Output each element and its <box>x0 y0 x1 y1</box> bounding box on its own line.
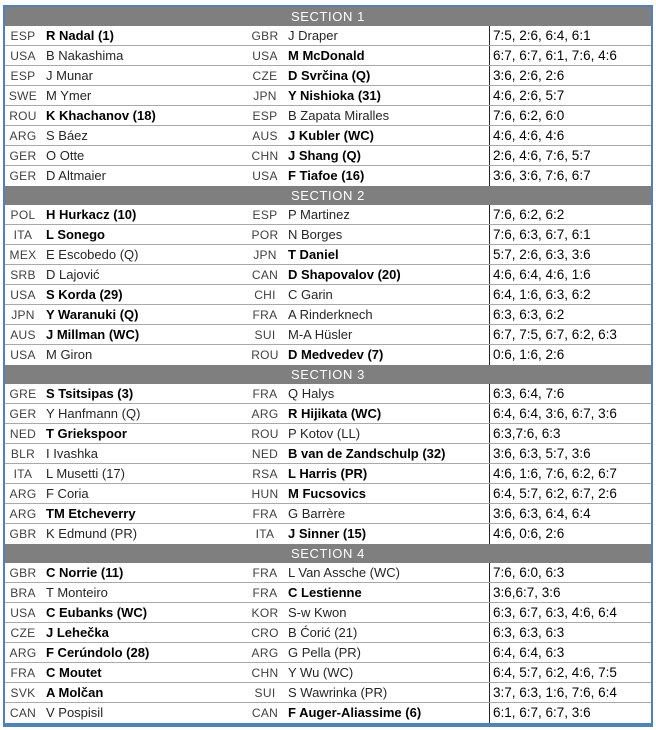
match-score: 6:3, 6:4, 7:6 <box>489 384 651 403</box>
match-score: 7:6, 6:3, 6:7, 6:1 <box>489 225 651 244</box>
match-score: 4:6, 1:6, 7:6, 6:2, 6:7 <box>489 464 651 483</box>
player1-country: ITA <box>13 467 33 481</box>
match-row <box>5 166 651 186</box>
match-row <box>5 603 651 623</box>
match-score: 4:6, 2:6, 5:7 <box>489 86 651 105</box>
table-body <box>5 7 651 723</box>
player2-country: CRO <box>251 626 279 640</box>
player2-country: KOR <box>251 606 279 620</box>
player2-name: B van de Zandschulp (32) <box>288 446 446 461</box>
match-row <box>5 26 651 46</box>
match-row <box>5 126 651 146</box>
player2-name: J Sinner (15) <box>288 526 367 541</box>
player2-name: L Harris (PR) <box>288 466 368 481</box>
player2-country: HUN <box>251 487 279 501</box>
player1-name: B Nakashima <box>46 48 124 63</box>
match-row <box>5 404 651 424</box>
player2-name: Y Wu (WC) <box>288 665 354 680</box>
player2-country: ITA <box>255 527 275 541</box>
player1-name: A Molčan <box>46 685 104 700</box>
match-score: 3:6, 6:3, 6:4, 6:4 <box>489 504 651 523</box>
match-score: 3:6,6:7, 3:6 <box>489 583 651 602</box>
player2-name: C Lestienne <box>288 585 362 600</box>
match-row <box>5 325 651 345</box>
player2-country: CHN <box>251 666 279 680</box>
match-score: 4:6, 4:6, 4:6 <box>489 126 651 145</box>
player1-name: J Lehečka <box>46 625 109 640</box>
match-score: 6:3, 6:3, 6:2 <box>489 305 651 324</box>
match-row <box>5 504 651 524</box>
player2-name: B Ćorić (21) <box>288 625 358 640</box>
player2-country: NED <box>251 447 279 461</box>
player1-name: J Millman (WC) <box>46 327 140 342</box>
player1-name: Y Hanfmann (Q) <box>46 406 141 421</box>
player2-name: F Tiafoe (16) <box>288 168 365 183</box>
player1-country: ITA <box>13 228 33 242</box>
player1-name: E Escobedo (Q) <box>46 247 139 262</box>
match-score: 2:6, 4:6, 7:6, 5:7 <box>489 146 651 165</box>
match-score: 6:4, 1:6, 6:3, 6:2 <box>489 285 651 304</box>
player2-name: J Kubler (WC) <box>288 128 374 143</box>
player1-name: S Tsitsipas (3) <box>46 386 134 401</box>
player2-name: Y Nishioka (31) <box>288 88 381 103</box>
player1-country: GER <box>9 169 37 183</box>
player1-country: AUS <box>10 328 36 342</box>
player1-country: ROU <box>9 109 37 123</box>
player2-country: CHN <box>251 149 279 163</box>
match-row <box>5 86 651 106</box>
player1-name: C Norrie (11) <box>46 565 124 580</box>
match-row <box>5 106 651 126</box>
player1-country: ESP <box>10 69 36 83</box>
player1-name: Y Waranuki (Q) <box>46 307 139 322</box>
player2-name: F Auger-Aliassime (6) <box>288 705 422 720</box>
player2-name: D Shapovalov (20) <box>288 267 401 282</box>
player1-country: SVK <box>10 686 36 700</box>
player2-country: USA <box>252 49 278 63</box>
player2-name: S-w Kwon <box>288 605 347 620</box>
player1-country: GER <box>9 149 37 163</box>
match-row <box>5 484 651 504</box>
player1-country: GBR <box>9 566 37 580</box>
match-score: 4:6, 0:6, 2:6 <box>489 524 651 544</box>
player1-name: R Nadal (1) <box>46 28 114 43</box>
player1-country: MEX <box>9 248 37 262</box>
player2-country: SUI <box>254 686 276 700</box>
player2-country: FRA <box>252 507 278 521</box>
match-score: 4:6, 6:4, 4:6, 1:6 <box>489 265 651 284</box>
match-score: 6:4, 5:7, 6:2, 6:7, 2:6 <box>489 484 651 503</box>
match-row <box>5 683 651 703</box>
match-score: 6:4, 5:7, 6:2, 4:6, 7:5 <box>489 663 651 682</box>
player1-country: USA <box>10 49 36 63</box>
match-row <box>5 384 651 404</box>
player1-country: GER <box>9 407 37 421</box>
player2-country: ESP <box>252 208 278 222</box>
match-score: 0:6, 1:6, 2:6 <box>489 345 651 365</box>
player2-name: D Medvedev (7) <box>288 347 384 362</box>
player1-country: CZE <box>10 626 36 640</box>
player1-name: H Hurkacz (10) <box>46 207 137 222</box>
player1-name: S Báez <box>46 128 88 143</box>
player1-country: ARG <box>9 129 37 143</box>
player1-country: CAN <box>9 706 37 720</box>
player2-name: L Van Assche (WC) <box>288 565 400 580</box>
player1-country: GRE <box>9 387 37 401</box>
match-row <box>5 464 651 484</box>
player1-name: I Ivashka <box>46 446 99 461</box>
player2-country: FRA <box>252 586 278 600</box>
match-row <box>5 265 651 285</box>
match-row <box>5 146 651 166</box>
player2-country: ARG <box>251 646 279 660</box>
player1-name: TM Etcheverry <box>46 506 136 521</box>
player2-name: A Rinderknech <box>288 307 373 322</box>
player1-name: K Edmund (PR) <box>46 526 138 541</box>
player2-country: JPN <box>253 89 277 103</box>
match-score: 3:7, 6:3, 1:6, 7:6, 6:4 <box>489 683 651 702</box>
player2-name: T Daniel <box>288 247 339 262</box>
player1-name: M Giron <box>46 347 93 362</box>
player2-country: ARG <box>251 407 279 421</box>
player2-name: M Fucsovics <box>288 486 367 501</box>
player1-country: SRB <box>10 268 36 282</box>
player1-country: ESP <box>10 29 36 43</box>
player1-country: BRA <box>10 586 36 600</box>
player1-name: S Korda (29) <box>46 287 123 302</box>
match-row <box>5 524 651 544</box>
player1-country: FRA <box>10 666 36 680</box>
player2-country: GBR <box>251 29 279 43</box>
section-header: SECTION 4 <box>5 544 651 563</box>
player1-name: K Khachanov (18) <box>46 108 156 123</box>
player1-name: V Pospisil <box>46 705 104 720</box>
match-row <box>5 285 651 305</box>
match-row <box>5 46 651 66</box>
player2-country: CAN <box>251 706 279 720</box>
player1-name: M Ymer <box>46 88 92 103</box>
match-row <box>5 643 651 663</box>
player2-country: ROU <box>251 427 279 441</box>
player1-name: T Monteiro <box>46 585 108 600</box>
player2-country: ESP <box>252 109 278 123</box>
player1-name: T Griekspoor <box>46 426 127 441</box>
player2-country: POR <box>251 228 279 242</box>
match-row <box>5 345 651 365</box>
player1-name: F Coria <box>46 486 89 501</box>
section-header: SECTION 1 <box>5 7 651 26</box>
player2-name: G Barrère <box>288 506 346 521</box>
player2-country: FRA <box>252 387 278 401</box>
match-score: 6:7, 7:5, 6:7, 6:2, 6:3 <box>489 325 651 344</box>
player2-name: S Wawrinka (PR) <box>288 685 388 700</box>
player2-name: J Shang (Q) <box>288 148 361 163</box>
player2-country: JPN <box>253 248 277 262</box>
match-score: 5:7, 2:6, 6:3, 3:6 <box>489 245 651 264</box>
match-score: 6:4, 6:4, 3:6, 6:7, 3:6 <box>489 404 651 423</box>
player2-name: J Draper <box>288 28 338 43</box>
player2-name: P Kotov (LL) <box>288 426 361 441</box>
player1-country: BLR <box>10 447 36 461</box>
player1-country: ARG <box>9 646 37 660</box>
match-score: 7:5, 2:6, 6:4, 6:1 <box>489 26 651 45</box>
player1-country: NED <box>9 427 37 441</box>
match-row <box>5 444 651 464</box>
player2-name: D Svrčina (Q) <box>288 68 371 83</box>
results-table <box>3 5 653 727</box>
player2-country: FRA <box>252 308 278 322</box>
match-row <box>5 623 651 643</box>
match-score: 6:1, 6:7, 6:7, 3:6 <box>489 703 651 723</box>
match-score: 6:7, 6:7, 6:1, 7:6, 4:6 <box>489 46 651 65</box>
player1-country: SWE <box>8 89 38 103</box>
match-score: 7:6, 6:2, 6:0 <box>489 106 651 125</box>
player1-name: O Otte <box>46 148 85 163</box>
player1-name: C Moutet <box>46 665 102 680</box>
match-row <box>5 563 651 583</box>
player2-country: CHI <box>254 288 276 302</box>
player1-country: ARG <box>9 487 37 501</box>
player2-name: B Zapata Miralles <box>288 108 390 123</box>
match-score: 6:4, 6:4, 6:3 <box>489 643 651 662</box>
player1-country: JPN <box>11 308 35 322</box>
player1-country: USA <box>10 606 36 620</box>
match-score: 7:6, 6:2, 6:2 <box>489 205 651 224</box>
match-row <box>5 583 651 603</box>
match-row <box>5 205 651 225</box>
player1-country: ARG <box>9 507 37 521</box>
match-score: 3:6, 6:3, 5:7, 3:6 <box>489 444 651 463</box>
match-score: 6:3, 6:3, 6:3 <box>489 623 651 642</box>
player1-name: F Cerúndolo (28) <box>46 645 150 660</box>
player2-country: FRA <box>252 566 278 580</box>
player2-country: USA <box>252 169 278 183</box>
player2-country: CAN <box>251 268 279 282</box>
player2-name: C Garin <box>288 287 333 302</box>
player2-name: P Martinez <box>288 207 350 222</box>
player2-name: G Pella (PR) <box>288 645 361 660</box>
match-score: 6:3, 6:7, 6:3, 4:6, 6:4 <box>489 603 651 622</box>
match-row <box>5 66 651 86</box>
player2-name: N Borges <box>288 227 343 242</box>
player1-name: L Musetti (17) <box>46 466 125 481</box>
player2-country: ROU <box>251 348 279 362</box>
match-score: 3:6, 2:6, 2:6 <box>489 66 651 85</box>
player2-name: M-A Hüsler <box>288 327 353 342</box>
match-row <box>5 663 651 683</box>
player2-name: M McDonald <box>288 48 365 63</box>
section-header: SECTION 3 <box>5 365 651 384</box>
player2-name: Q Halys <box>288 386 335 401</box>
match-row <box>5 305 651 325</box>
match-row <box>5 225 651 245</box>
player1-name: D Lajović <box>46 267 100 282</box>
match-score: 6:3,7:6, 6:3 <box>489 424 651 443</box>
match-row <box>5 424 651 444</box>
player2-country: SUI <box>254 328 276 342</box>
player1-country: USA <box>10 348 36 362</box>
player1-country: POL <box>10 208 36 222</box>
player1-name: J Munar <box>46 68 93 83</box>
player1-country: USA <box>10 288 36 302</box>
match-score: 3:6, 3:6, 7:6, 6:7 <box>489 166 651 186</box>
player1-name: D Altmaier <box>46 168 106 183</box>
player2-country: AUS <box>252 129 278 143</box>
match-score: 7:6, 6:0, 6:3 <box>489 563 651 582</box>
player1-name: C Eubanks (WC) <box>46 605 148 620</box>
player2-country: RSA <box>252 467 278 481</box>
match-row <box>5 703 651 723</box>
section-header: SECTION 2 <box>5 186 651 205</box>
player2-name: R Hijikata (WC) <box>288 406 382 421</box>
player1-name: L Sonego <box>46 227 105 242</box>
player2-country: CZE <box>252 69 278 83</box>
match-row <box>5 245 651 265</box>
player1-country: GBR <box>9 527 37 541</box>
